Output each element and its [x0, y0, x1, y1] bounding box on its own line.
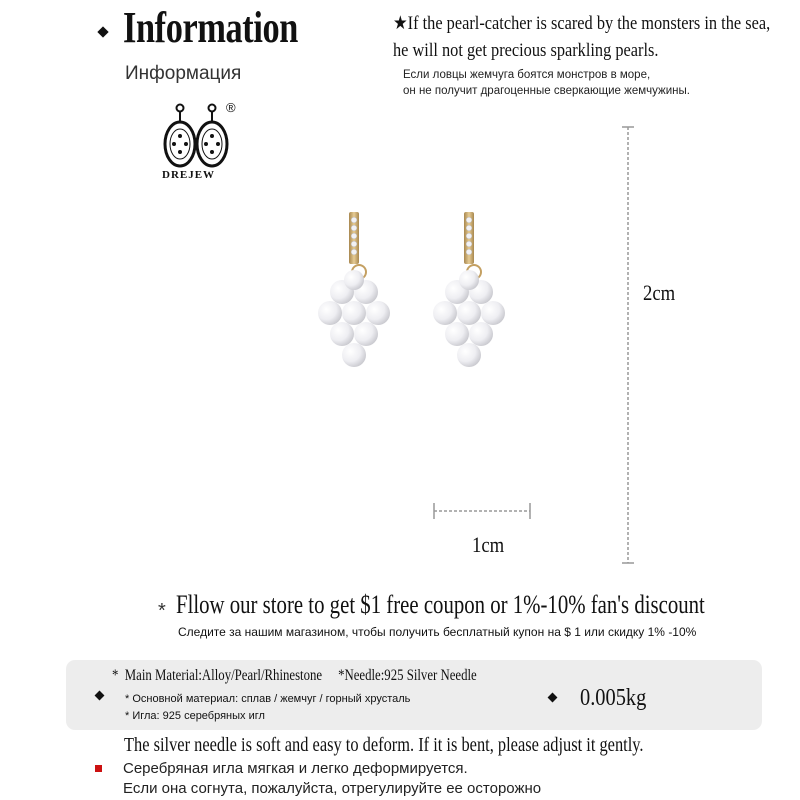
- needle-note-ru-line-1: Серебряная игла мягкая и легко деформируется.: [123, 760, 468, 777]
- needle-note-ru-line-2: Если она согнута, пожалуйста, отрегулируйте ее осторожно: [123, 780, 542, 797]
- weight-value: 0.005kg: [580, 685, 647, 711]
- asterisk-icon: *: [158, 600, 166, 622]
- square-bullet-icon: [95, 765, 102, 772]
- material-spec-ru: * Основной материал: сплав / жемчуг / горный хрусталь: [125, 693, 411, 705]
- diamond-bullet-icon: [97, 26, 108, 37]
- tagline: [393, 10, 770, 64]
- tagline-ru: [403, 67, 690, 99]
- tagline-line-1: ★If the pearl-catcher is scared by the monsters in the sea,: [393, 13, 771, 34]
- needle-note: The silver needle is soft and easy to deform. If it is bent, please adjust it gently.: [124, 734, 644, 756]
- height-dimension-line: [620, 125, 636, 565]
- page-title-ru: Информация: [125, 63, 242, 84]
- needle-spec-ru: * Игла: 925 серебряных игл: [125, 710, 265, 722]
- width-dimension-line: [432, 500, 532, 522]
- height-label: 2cm: [643, 280, 676, 305]
- registered-mark: ®: [226, 100, 236, 115]
- star-icon: ★: [393, 13, 408, 34]
- promo-text: Fllow our store to get $1 free coupon or 1%-10% fan's discount: [176, 590, 705, 619]
- tagline-line-2: he will not get precious sparkling pearls.: [393, 40, 659, 61]
- material-needle-spec: * Main Material:Alloy/Pearl/Rhinestone *Needle:925 Silver Needle: [112, 667, 477, 684]
- promo-text-ru: Следите за нашим магазином, чтобы получить бесплатный купон на $ 1 или скидку 1% -10%: [178, 625, 697, 639]
- right-earring: [433, 212, 505, 367]
- page-title: Information: [123, 3, 298, 52]
- tagline-ru-line-2: он не получит драгоценные сверкающие жемчужины.: [403, 85, 690, 97]
- width-label: 1cm: [472, 532, 505, 557]
- tagline-ru-line-1: Если ловцы жемчуга боятся монстров в море,: [403, 69, 651, 81]
- product-photo: [280, 200, 540, 400]
- left-earring: [318, 212, 390, 367]
- brand-name: DREJEW: [162, 169, 216, 181]
